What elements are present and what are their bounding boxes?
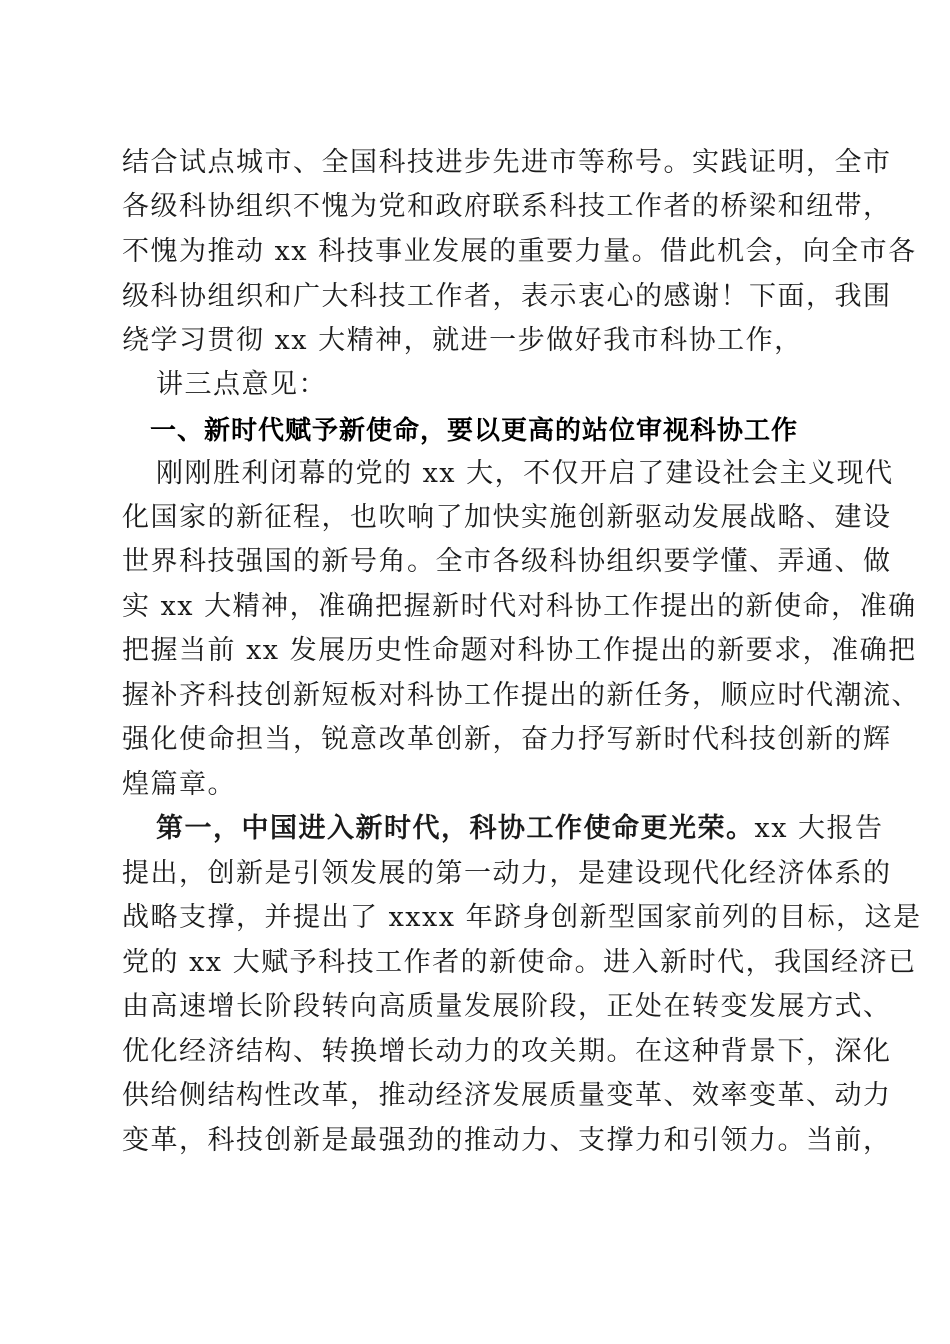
subheading: 第一，中国进入新时代，科协工作使命更光荣。	[156, 813, 755, 844]
subheading-continuation: xx 大报告	[754, 813, 884, 844]
text-line: 级科协组织和广大科技工作者，表示衷心的感谢！下面，我围	[122, 281, 892, 312]
text-line: 由高速增长阶段转向高质量发展阶段，正处在转变发展方式、	[122, 991, 892, 1022]
text-line: 化国家的新征程，也吹响了加快实施创新驱动发展战略、建设	[122, 502, 892, 533]
text-line: 绕学习贯彻 xx 大精神，就进一步做好我市科协工作，	[122, 325, 803, 356]
text-line: 战略支撑，并提出了 xxxx 年跻身创新型国家前列的目标，这是	[122, 902, 922, 933]
text-line: 煌篇章。	[122, 769, 236, 800]
text-line: 握补齐科技创新短板对科协工作提出的新任务，顺应时代潮流、	[122, 680, 920, 711]
text-line: 讲三点意见：	[156, 369, 327, 400]
text-line: 各级科协组织不愧为党和政府联系科技工作者的桥梁和纽带，	[122, 191, 892, 222]
text-line: 优化经济结构、转换增长动力的攻关期。在这种背景下，深化	[122, 1036, 892, 1067]
subheading-line	[156, 812, 884, 846]
text-line: 变革，科技创新是最强劲的推动力、支撑力和引领力。当前，	[122, 1125, 892, 1156]
text-line: 不愧为推动 xx 科技事业发展的重要力量。借此机会，向全市各	[122, 236, 917, 267]
text-line: 实 xx 大精神，准确把握新时代对科协工作提出的新使命，准确	[122, 591, 917, 622]
text-line: 刚刚胜利闭幕的党的 xx 大，不仅开启了建设社会主义现代	[156, 458, 894, 489]
section-heading: 一、新时代赋予新使命，要以更高的站位审视科协工作	[150, 416, 799, 446]
text-line: 强化使命担当，锐意改革创新，奋力抒写新时代科技创新的辉	[122, 724, 892, 755]
text-line: 供给侧结构性改革，推动经济发展质量变革、效率变革、动力	[122, 1080, 892, 1111]
text-line: 把握当前 xx 发展历史性命题对科协工作提出的新要求，准确把	[122, 635, 917, 666]
text-line: 结合试点城市、全国科技进步先进市等称号。实践证明，全市	[122, 147, 892, 178]
text-line: 世界科技强国的新号角。全市各级科协组织要学懂、弄通、做	[122, 546, 892, 577]
text-line: 党的 xx 大赋予科技工作者的新使命。进入新时代，我国经济已	[122, 947, 917, 978]
text-line: 提出，创新是引领发展的第一动力，是建设现代化经济体系的	[122, 858, 892, 889]
